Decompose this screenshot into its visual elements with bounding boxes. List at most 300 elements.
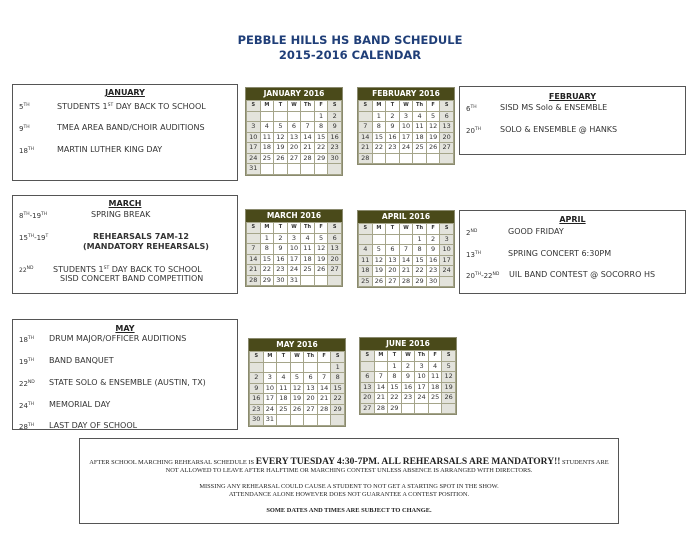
- calendar-grid: [358, 100, 454, 164]
- calendar-day: 4: [277, 373, 291, 384]
- calendar-day: 6: [440, 111, 454, 122]
- calendar-day: [250, 362, 264, 373]
- calendar-week: [247, 244, 342, 255]
- calendar-day: [442, 403, 456, 414]
- weekday-header: T: [274, 223, 288, 234]
- calendar-day: 5: [274, 122, 288, 133]
- calendar-day: 5: [290, 373, 304, 384]
- calendar-month-title: FEBRUARY 2016: [358, 88, 454, 100]
- calendar-day: 13: [440, 122, 454, 133]
- calendar-day: 10: [415, 372, 429, 383]
- calendar-day: 20: [328, 254, 342, 265]
- weekday-header: F: [428, 351, 442, 362]
- calendar-day: [401, 403, 415, 414]
- weekday-header: Th: [301, 101, 315, 112]
- calendar-week: [247, 164, 342, 175]
- calendar-grid: [246, 100, 342, 175]
- calendar-day: 27: [304, 404, 318, 415]
- calendar-day: [304, 362, 318, 373]
- calendar-day: 28: [399, 276, 413, 287]
- calendar-week: [359, 255, 454, 266]
- calendar-day: [290, 415, 304, 426]
- weekday-header: F: [426, 101, 440, 112]
- calendar-day: [317, 415, 331, 426]
- calendar-day: 25: [428, 393, 442, 404]
- calendar-day: 26: [314, 265, 328, 276]
- calendar-week: [359, 132, 454, 143]
- calendar-day: [426, 153, 440, 164]
- calendar-day: 16: [386, 132, 400, 143]
- calendar-march-2016: [245, 209, 343, 287]
- calendar-week: [247, 254, 342, 265]
- calendar-day: 20: [386, 266, 400, 277]
- calendar-day: 25: [413, 143, 427, 154]
- calendar-june-2016: [359, 337, 457, 415]
- weekday-header: M: [374, 351, 388, 362]
- may-heading: MAY: [115, 324, 135, 333]
- calendar-day: [428, 403, 442, 414]
- calendar-day: 6: [361, 372, 375, 383]
- february-events-box: FEBRUARY 6TH SISD MS Solo & ENSEMBLE 20TH SOLO & ENSEMBLE @ HANKS: [459, 86, 686, 155]
- calendar-day: 17: [415, 382, 429, 393]
- page-title: [0, 33, 700, 63]
- calendar-day: 11: [277, 383, 291, 394]
- calendar-day: 15: [260, 254, 274, 265]
- calendar-day: 17: [247, 143, 261, 154]
- weekday-header: F: [314, 223, 328, 234]
- calendar-month-title: JUNE 2016: [360, 338, 456, 350]
- calendar-day: 29: [413, 276, 427, 287]
- calendar-day: 28: [374, 403, 388, 414]
- calendar-week: [247, 275, 342, 286]
- calendar-day: 5: [426, 111, 440, 122]
- calendar-day: 2: [274, 233, 288, 244]
- calendar-day: 23: [250, 404, 264, 415]
- weekday-header: W: [287, 101, 301, 112]
- calendar-day: 11: [413, 122, 427, 133]
- calendar-day: 10: [263, 383, 277, 394]
- calendar-week: [250, 362, 345, 373]
- calendar-day: 22: [331, 394, 345, 405]
- weekday-header: S: [361, 351, 375, 362]
- calendar-day: 31: [247, 164, 261, 175]
- calendar-day: 3: [247, 122, 261, 133]
- weekday-header: Th: [413, 101, 427, 112]
- calendar-day: 20: [361, 393, 375, 404]
- april-heading: APRIL: [559, 215, 586, 224]
- weekday-header: T: [274, 101, 288, 112]
- title-line-2: 2015-2016 CALENDAR: [278, 48, 422, 62]
- calendar-day: 8: [413, 245, 427, 256]
- calendar-day: 15: [331, 383, 345, 394]
- calendar-day: 18: [277, 394, 291, 405]
- weekday-header: Th: [304, 352, 318, 363]
- calendar-day: [331, 415, 345, 426]
- calendar-day: 23: [386, 143, 400, 154]
- weekday-header: S: [247, 101, 261, 112]
- calendar-day: [304, 415, 318, 426]
- calendar-day: 30: [328, 153, 342, 164]
- calendar-day: 2: [401, 361, 415, 372]
- calendar-day: 22: [260, 265, 274, 276]
- calendar-day: 16: [328, 132, 342, 143]
- calendar-day: 5: [314, 233, 328, 244]
- calendar-day: 24: [399, 143, 413, 154]
- calendar-day: 28: [359, 153, 373, 164]
- weekday-header: F: [314, 101, 328, 112]
- calendar-day: 27: [361, 403, 375, 414]
- calendar-day: [361, 361, 375, 372]
- calendar-day: 4: [359, 245, 373, 256]
- calendar-week: [247, 111, 342, 122]
- calendar-day: 26: [426, 143, 440, 154]
- weekday-header: F: [317, 352, 331, 363]
- calendar-day: 21: [399, 266, 413, 277]
- calendar-day: 3: [415, 361, 429, 372]
- calendar-january-2016: [245, 87, 343, 176]
- calendar-day: 2: [386, 111, 400, 122]
- calendar-day: 25: [260, 153, 274, 164]
- calendar-day: 25: [301, 265, 315, 276]
- calendar-day: 19: [274, 143, 288, 154]
- calendar-day: 10: [247, 132, 261, 143]
- calendar-day: 19: [426, 132, 440, 143]
- calendar-day: 21: [317, 394, 331, 405]
- weekday-header: S: [328, 223, 342, 234]
- calendar-day: 8: [260, 244, 274, 255]
- calendar-day: 26: [274, 153, 288, 164]
- calendar-day: 23: [274, 265, 288, 276]
- calendar-day: 1: [314, 111, 328, 122]
- calendar-day: 22: [314, 143, 328, 154]
- calendar-day: 19: [372, 266, 386, 277]
- calendar-week: [359, 234, 454, 245]
- calendar-day: 18: [260, 143, 274, 154]
- calendar-day: 3: [263, 373, 277, 384]
- calendar-day: 30: [250, 415, 264, 426]
- calendar-day: 12: [442, 372, 456, 383]
- calendar-day: [314, 164, 328, 175]
- calendar-week: [247, 153, 342, 164]
- calendar-week: [359, 111, 454, 122]
- calendar-week: [359, 266, 454, 277]
- calendar-day: 22: [372, 143, 386, 154]
- calendar-day: 10: [399, 122, 413, 133]
- weekday-header: S: [442, 351, 456, 362]
- calendar-day: [374, 361, 388, 372]
- calendar-day: [440, 276, 454, 287]
- calendar-day: 11: [260, 132, 274, 143]
- calendar-day: 31: [287, 275, 301, 286]
- calendar-day: 14: [301, 132, 315, 143]
- calendar-day: 23: [426, 266, 440, 277]
- weekday-header: S: [440, 224, 454, 235]
- calendar-day: 2: [250, 373, 264, 384]
- weekday-header: M: [263, 352, 277, 363]
- calendar-week: [247, 122, 342, 133]
- calendar-day: [260, 111, 274, 122]
- weekday-header: M: [372, 224, 386, 235]
- calendar-week: [361, 393, 456, 404]
- calendar-grid: [249, 351, 345, 426]
- calendar-day: 18: [428, 382, 442, 393]
- calendar-day: 24: [415, 393, 429, 404]
- weekday-header: T: [277, 352, 291, 363]
- calendar-day: [301, 164, 315, 175]
- calendar-day: 24: [263, 404, 277, 415]
- calendar-day: 7: [301, 122, 315, 133]
- calendar-day: 7: [374, 372, 388, 383]
- calendar-day: 8: [388, 372, 402, 383]
- calendar-day: [440, 153, 454, 164]
- calendar-day: 11: [359, 255, 373, 266]
- calendar-day: 29: [331, 404, 345, 415]
- calendar-day: 12: [426, 122, 440, 133]
- calendar-day: [260, 164, 274, 175]
- calendar-week: [250, 415, 345, 426]
- calendar-week: [359, 143, 454, 154]
- calendar-day: 14: [399, 255, 413, 266]
- calendar-day: 3: [399, 111, 413, 122]
- calendar-day: 8: [314, 122, 328, 133]
- weekday-header: S: [331, 352, 345, 363]
- weekday-header: W: [290, 352, 304, 363]
- january-heading: JANUARY: [105, 88, 145, 97]
- calendar-day: 21: [374, 393, 388, 404]
- notice-subject-to-change: SOME DATES AND TIMES ARE SUBJECT TO CHANGE.: [266, 507, 432, 514]
- weekday-header: Th: [413, 224, 427, 235]
- calendar-day: 9: [386, 122, 400, 133]
- calendar-day: 4: [260, 122, 274, 133]
- weekday-header: M: [372, 101, 386, 112]
- calendar-week: [361, 361, 456, 372]
- calendar-day: 25: [359, 276, 373, 287]
- calendar-day: [399, 153, 413, 164]
- calendar-day: 16: [426, 255, 440, 266]
- calendar-week: [247, 265, 342, 276]
- calendar-day: 26: [442, 393, 456, 404]
- calendar-day: [274, 111, 288, 122]
- calendar-day: 22: [388, 393, 402, 404]
- calendar-day: [415, 403, 429, 414]
- calendar-day: 18: [413, 132, 427, 143]
- calendar-day: 12: [274, 132, 288, 143]
- calendar-day: [301, 275, 315, 286]
- calendar-day: 9: [250, 383, 264, 394]
- calendar-day: 13: [361, 382, 375, 393]
- weekday-header: S: [359, 224, 373, 235]
- calendar-day: [290, 362, 304, 373]
- calendar-day: 29: [388, 403, 402, 414]
- calendar-day: 30: [426, 276, 440, 287]
- january-events-box: JANUARY 5TH STUDENTS 1ST DAY BACK TO SCHOOL 9TH TMEA AREA BAND/CHOIR AUDITIONS 18TH MARTIN LUTHER KING DAY: [12, 84, 238, 181]
- calendar-day: 24: [440, 266, 454, 277]
- calendar-day: [301, 111, 315, 122]
- calendar-day: 27: [386, 276, 400, 287]
- weekday-header: S: [247, 223, 261, 234]
- calendar-day: [328, 164, 342, 175]
- calendar-day: [277, 362, 291, 373]
- calendar-day: 25: [277, 404, 291, 415]
- calendar-week: [359, 122, 454, 133]
- calendar-week: [247, 143, 342, 154]
- calendar-day: 21: [359, 143, 373, 154]
- calendar-day: 7: [247, 244, 261, 255]
- calendar-week: [250, 394, 345, 405]
- calendar-day: 17: [440, 255, 454, 266]
- calendar-february-2016: [357, 87, 455, 165]
- notice-paragraph-1: AFTER SCHOOL MARCHING REHEARSAL SCHEDULE IS EVERY TUESDAY 4:30-7PM. ALL REHEARSALS ARE MANDATORY!! STUDENTS ARE NOT ALLOWED TO LEAVE AFTER HALFTIME OR MARCHING CONTEST UNLESS ABSENCE IS ARRANGED WITH DIRECTORS.: [89, 457, 609, 474]
- calendar-may-2016: [248, 338, 346, 427]
- calendar-day: 6: [328, 233, 342, 244]
- april-events-box: APRIL 2ND GOOD FRIDAY 13TH SPRING CONCERT 6:30PM 20TH-22ND UIL BAND CONTEST @ SOCORRO HS: [459, 210, 686, 294]
- calendar-day: [386, 234, 400, 245]
- weekday-header: M: [260, 101, 274, 112]
- calendar-day: [314, 275, 328, 286]
- weekday-header: W: [401, 351, 415, 362]
- calendar-week: [361, 403, 456, 414]
- calendar-week: [359, 245, 454, 256]
- calendar-day: [263, 362, 277, 373]
- calendar-day: 14: [247, 254, 261, 265]
- calendar-day: 19: [314, 254, 328, 265]
- calendar-day: 21: [247, 265, 261, 276]
- calendar-week: [250, 373, 345, 384]
- calendar-day: 26: [372, 276, 386, 287]
- calendar-month-title: JANUARY 2016: [246, 88, 342, 100]
- calendar-day: 27: [287, 153, 301, 164]
- weekday-header: S: [440, 101, 454, 112]
- calendar-day: 13: [328, 244, 342, 255]
- calendar-day: 22: [413, 266, 427, 277]
- calendar-day: [372, 234, 386, 245]
- calendar-day: 17: [399, 132, 413, 143]
- title-line-1: PEBBLE HILLS HS BAND SCHEDULE: [237, 33, 463, 47]
- calendar-month-title: MAY 2016: [249, 339, 345, 351]
- calendar-day: 20: [440, 132, 454, 143]
- calendar-day: 8: [372, 122, 386, 133]
- calendar-day: 3: [287, 233, 301, 244]
- calendar-grid: [246, 222, 342, 286]
- weekday-header: W: [287, 223, 301, 234]
- calendar-day: 17: [287, 254, 301, 265]
- calendar-day: 13: [304, 383, 318, 394]
- calendar-day: 29: [260, 275, 274, 286]
- calendar-day: 11: [428, 372, 442, 383]
- calendar-day: 14: [317, 383, 331, 394]
- march-heading: MARCH: [108, 199, 142, 208]
- calendar-day: 1: [413, 234, 427, 245]
- calendar-day: 7: [399, 245, 413, 256]
- weekday-header: W: [399, 224, 413, 235]
- calendar-day: 4: [301, 233, 315, 244]
- calendar-day: 11: [301, 244, 315, 255]
- calendar-day: 27: [440, 143, 454, 154]
- calendar-day: 23: [328, 143, 342, 154]
- february-heading: FEBRUARY: [548, 92, 597, 101]
- weekday-header: W: [399, 101, 413, 112]
- weekday-header: T: [388, 351, 402, 362]
- calendar-day: [247, 111, 261, 122]
- calendar-day: [277, 415, 291, 426]
- calendar-day: 28: [317, 404, 331, 415]
- calendar-day: 1: [388, 361, 402, 372]
- calendar-day: [413, 153, 427, 164]
- calendar-day: 16: [274, 254, 288, 265]
- calendar-day: 9: [274, 244, 288, 255]
- calendar-grid: [360, 350, 456, 414]
- calendar-day: 12: [314, 244, 328, 255]
- weekday-header: Th: [415, 351, 429, 362]
- calendar-april-2016: [357, 210, 455, 288]
- calendar-day: [399, 234, 413, 245]
- calendar-day: 6: [304, 373, 318, 384]
- weekday-header: S: [328, 101, 342, 112]
- calendar-day: 9: [328, 122, 342, 133]
- may-events-box: MAY 18TH DRUM MAJOR/OFFICER AUDITIONS 19TH BAND BANQUET 22ND STATE SOLO & ENSEMBLE (AUSTIN, TX) 24TH MEMORIAL DAY 28TH LAST DAY OF SCHOOL: [12, 319, 238, 430]
- calendar-day: 14: [359, 132, 373, 143]
- calendar-day: 1: [372, 111, 386, 122]
- calendar-day: 10: [287, 244, 301, 255]
- rehearsal-notice: [79, 438, 619, 524]
- calendar-day: 4: [428, 361, 442, 372]
- calendar-month-title: APRIL 2016: [358, 211, 454, 223]
- calendar-day: 18: [301, 254, 315, 265]
- calendar-day: 14: [374, 382, 388, 393]
- calendar-day: 29: [314, 153, 328, 164]
- weekday-header: T: [386, 101, 400, 112]
- calendar-day: 2: [328, 111, 342, 122]
- calendar-day: 18: [359, 266, 373, 277]
- calendar-week: [247, 233, 342, 244]
- calendar-day: 17: [263, 394, 277, 405]
- calendar-day: 9: [401, 372, 415, 383]
- calendar-day: 12: [290, 383, 304, 394]
- calendar-day: 7: [317, 373, 331, 384]
- calendar-day: 8: [331, 373, 345, 384]
- calendar-week: [247, 132, 342, 143]
- calendar-day: 1: [331, 362, 345, 373]
- calendar-day: [328, 275, 342, 286]
- calendar-day: 21: [301, 143, 315, 154]
- calendar-day: 6: [386, 245, 400, 256]
- calendar-day: 24: [287, 265, 301, 276]
- notice-paragraph-2: MISSING ANY REHEARSAL COULD CAUSE A STUDENT TO NOT GET A STARTING SPOT IN THE SHOW. ATTENDANCE ALONE HOWEVER DOES NOT GUARANTEE A CONTEST POSITION.: [199, 483, 499, 498]
- calendar-grid: [358, 223, 454, 287]
- calendar-day: [247, 233, 261, 244]
- calendar-day: 30: [274, 275, 288, 286]
- calendar-day: 23: [401, 393, 415, 404]
- calendar-week: [361, 372, 456, 383]
- calendar-day: 27: [328, 265, 342, 276]
- calendar-day: 19: [290, 394, 304, 405]
- calendar-day: 31: [263, 415, 277, 426]
- calendar-day: 4: [413, 111, 427, 122]
- calendar-day: [386, 153, 400, 164]
- calendar-day: 7: [359, 122, 373, 133]
- calendar-day: 13: [287, 132, 301, 143]
- calendar-week: [250, 383, 345, 394]
- calendar-week: [361, 382, 456, 393]
- calendar-day: [287, 164, 301, 175]
- calendar-day: 6: [287, 122, 301, 133]
- calendar-day: 28: [301, 153, 315, 164]
- march-events-box: MARCH 8TH-19TH SPRING BREAK $15TH-19^T$ REHEARSALS 7AM-12 (MANDATORY REHEARSALS) 22ND STUDENTS 1ST DAY BACK TO SCHOOL SISD CONCERT BAND COMPETITION: [12, 195, 238, 294]
- calendar-day: 12: [372, 255, 386, 266]
- calendar-day: 15: [372, 132, 386, 143]
- calendar-day: 1: [260, 233, 274, 244]
- weekday-header: T: [386, 224, 400, 235]
